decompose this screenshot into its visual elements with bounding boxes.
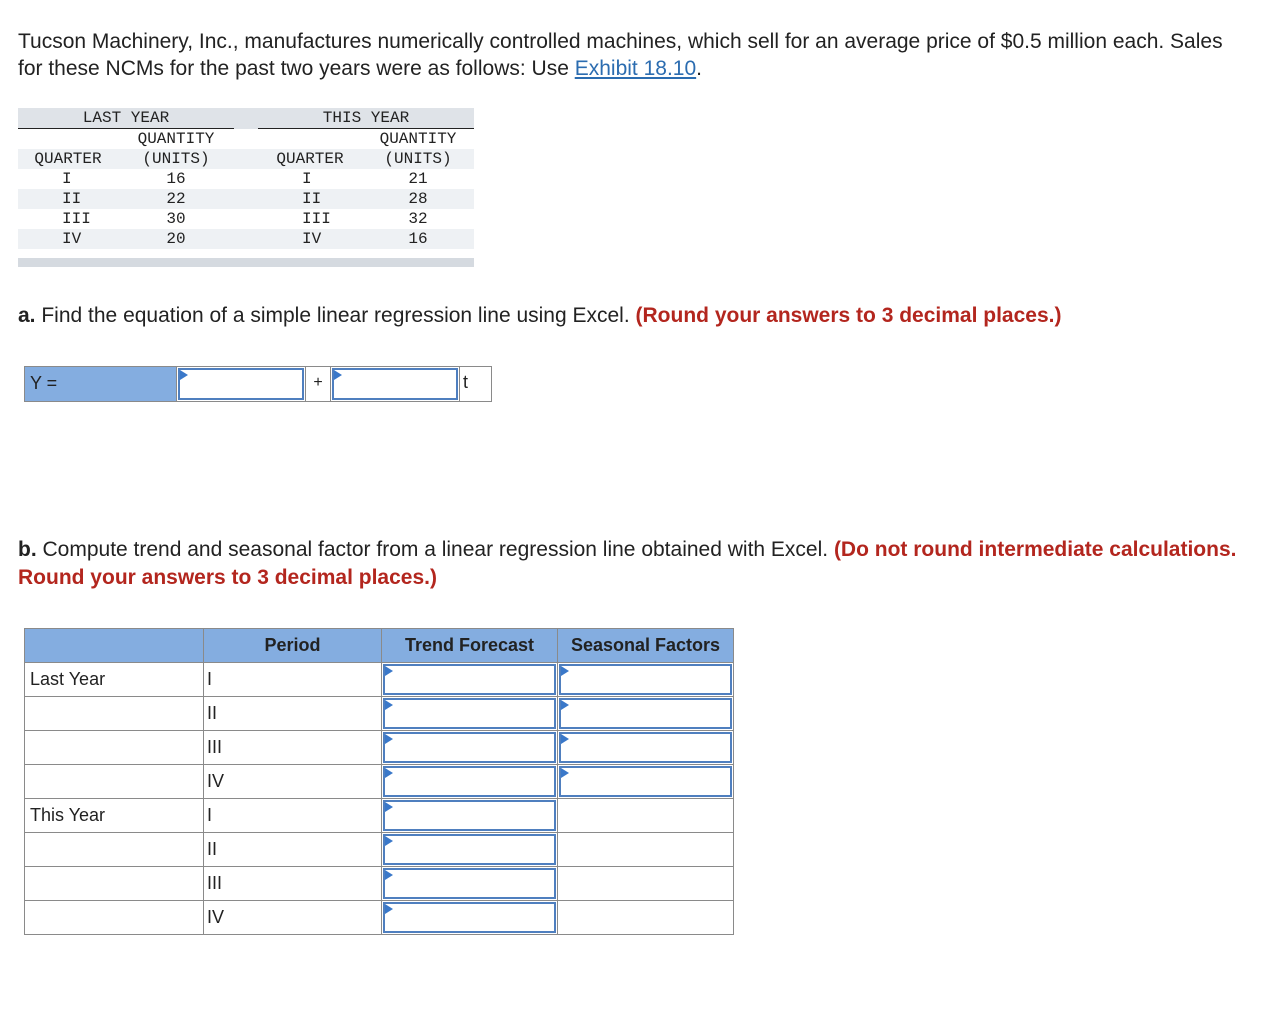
empty-cell xyxy=(558,799,734,833)
exhibit-link[interactable]: Exhibit 18.10 xyxy=(574,57,697,80)
part-a-question: a. Find the equation of a simple linear regression line using Excel. (Round your answers to 3 decimal places.) xyxy=(18,304,1062,327)
period-label: IV xyxy=(204,765,382,799)
trend-forecast-input[interactable] xyxy=(383,868,556,899)
period-label: III xyxy=(204,867,382,901)
trend-forecast-input[interactable] xyxy=(383,664,556,695)
trend-forecast-input[interactable] xyxy=(383,732,556,763)
trend-forecast-input[interactable] xyxy=(383,800,556,831)
year-label xyxy=(25,765,204,799)
units-header-last: (UNITS) xyxy=(118,149,234,169)
period-label: III xyxy=(204,731,382,765)
table-row xyxy=(25,799,734,833)
units-header-this: (UNITS) xyxy=(362,149,474,169)
quantity-header-this: QUANTITY xyxy=(379,130,457,148)
plus-sign: + xyxy=(305,367,331,401)
this-year-header: THIS YEAR xyxy=(258,108,474,129)
problem-intro xyxy=(18,28,1248,82)
table-row xyxy=(25,867,734,901)
year-label xyxy=(25,901,204,935)
trend-forecast-input[interactable] xyxy=(383,902,556,933)
table-row xyxy=(25,901,734,935)
table-row xyxy=(25,765,734,799)
sales-data-table xyxy=(18,108,474,267)
trend-seasonal-table xyxy=(24,628,734,935)
table-row xyxy=(25,663,734,697)
data-row: IV 20 IV 16 xyxy=(18,229,474,249)
quarter-header-this: QUARTER xyxy=(258,149,362,169)
year-label xyxy=(25,697,204,731)
period-label: II xyxy=(204,697,382,731)
year-label: Last Year xyxy=(25,663,204,697)
intro-text: Tucson Machinery, Inc., manufactures numerically controlled machines, which sell for an average price of $0.5 million each. Sales for these NCMs for the past two years were as follows: Use xyxy=(18,30,1223,80)
last-year-header: LAST YEAR xyxy=(18,108,234,129)
t-label: t xyxy=(459,367,491,401)
data-row: II 22 II 28 xyxy=(18,189,474,209)
data-row: I 16 I 21 xyxy=(62,170,428,188)
seasonal-factor-input[interactable] xyxy=(559,766,732,797)
table-row xyxy=(25,833,734,867)
header-period: Period xyxy=(204,629,382,663)
trend-forecast-input[interactable] xyxy=(383,834,556,865)
part-b-note: (Do not round intermediate calculations. Round your answers to 3 decimal places.) xyxy=(18,538,1237,589)
year-label xyxy=(25,833,204,867)
empty-cell xyxy=(558,867,734,901)
intercept-input[interactable] xyxy=(178,368,304,400)
table-row xyxy=(25,731,734,765)
trend-forecast-input[interactable] xyxy=(383,766,556,797)
seasonal-factor-input[interactable] xyxy=(559,698,732,729)
header-blank xyxy=(25,629,204,663)
period-label: I xyxy=(204,799,382,833)
period-label: II xyxy=(204,833,382,867)
empty-cell xyxy=(558,833,734,867)
year-label: This Year xyxy=(25,799,204,833)
period-label: I xyxy=(204,663,382,697)
part-b-question: b. Compute trend and seasonal factor from a linear regression line obtained with Excel. (Do not round intermediate calculations. Round your answers to 3 decimal places.) xyxy=(18,538,1237,589)
trend-forecast-input[interactable] xyxy=(383,698,556,729)
regression-equation xyxy=(24,366,492,402)
header-seasonal-factors: Seasonal Factors xyxy=(558,629,734,663)
y-equals-label: Y = xyxy=(25,367,177,401)
header-trend-forecast: Trend Forecast xyxy=(382,629,558,663)
part-a-note: (Round your answers to 3 decimal places.) xyxy=(635,304,1062,327)
year-label xyxy=(25,867,204,901)
intro-end: . xyxy=(696,57,702,80)
data-row: III 30 III 32 xyxy=(62,210,428,228)
seasonal-factor-input[interactable] xyxy=(559,732,732,763)
year-label xyxy=(25,731,204,765)
empty-cell xyxy=(558,901,734,935)
seasonal-factor-input[interactable] xyxy=(559,664,732,695)
slope-input[interactable] xyxy=(332,368,458,400)
period-label: IV xyxy=(204,901,382,935)
table-row xyxy=(25,697,734,731)
quantity-header-last: QUANTITY xyxy=(137,130,215,148)
quarter-header-last: QUARTER xyxy=(18,149,118,169)
